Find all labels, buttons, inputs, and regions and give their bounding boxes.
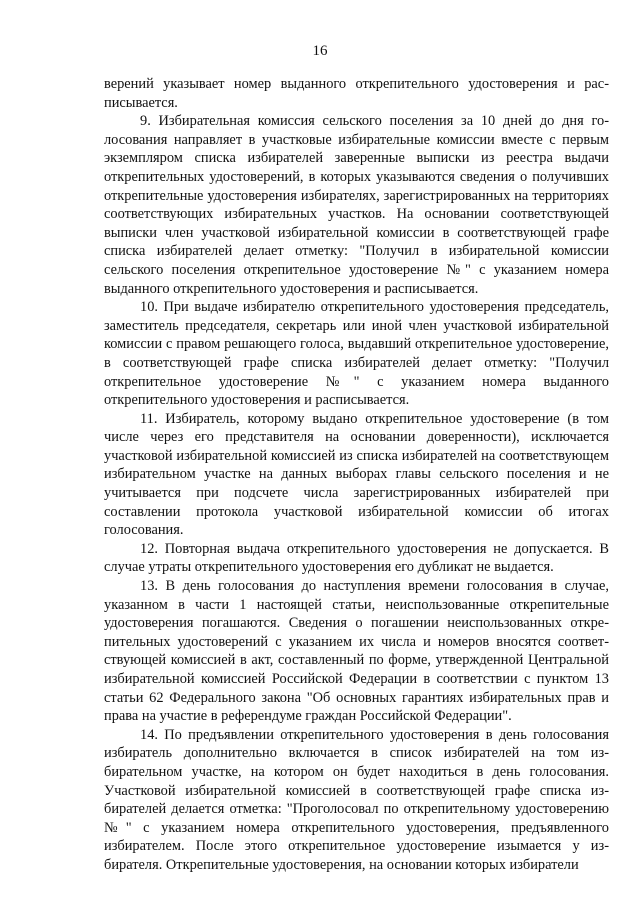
paragraph-item-14: 14. По предъявлении открепительного удостоверения в день голосования избиратель дополнительно включается в список избирателей на том избирательном участке, на котором он будет находиться в день голосования. Участковой избирательной комиссией в соответствующей графе списка избирателей делается отметка: "Проголосовал по открепительному удостоверению №" с указанием номера открепительного удостоверения, предъявленного избирателем. После этого открепительное удостоверение изымается у избирателя. Открепительные удостоверения, на основании которых избиратели <box>104 726 609 873</box>
paragraph-item-13: 13. В день голосования до наступления времени голосования в случае, указанном в части 1 настоящей статьи, неиспользованные открепительные удостоверения погашаются. Сведения о погашении неиспользованных открепительных удостоверений с указанием их числа и номеров вносятся соответствующей комиссией в акт, составленный по форме, утвержденной Центральной избирательной комиссией Российской Федерации в соответствии с пунктом 13 статьи 62 Федерального закона "Об основных гарантиях избирательных прав и права на участие в референдуме граждан Российской Федерации". <box>104 578 609 725</box>
paragraph-item-10: 10. При выдаче избирателю открепительного удостоверения председатель, заместитель председателя, секретарь или иной член участковой избирательной комиссии с правом решающего голоса, выдавший открепительное удостоверение, в соответствующей графе списка избирателей делает отметку: "Получил открепительное удостоверение №" с указанием номера выданного открепительного удостоверения и расписывается. <box>104 299 609 409</box>
page-number: 16 <box>312 43 328 59</box>
paragraph-item-11: 11. Избиратель, которому выдано открепительное удостоверение (в том числе через его представителя на основании доверенности), исключается участковой избирательной комиссией из списка избирателей на соответствующем избирательном участке на данных выборах главы сельского поселения и не учитывается при подсчете числа зарегистрированных избирателей при составлении протокола участковой избирательной комиссии об итогах голосования. <box>104 410 609 539</box>
paragraph-item-9: 9. Избирательная комиссия сельского поселения за 10 дней до дня голосования направляет в участковые избирательные комиссии вместе с первым экземпляром списка избирателей заверенные выписки из реестра выдачи открепительных удостоверений, в которых указываются сведения о получивших открепительные удостоверения избирателях, зарегистрированных на территориях соответствующих избирательных участков. На основании соответствующей выписки член участковой избирательной комиссии в соответствующей графе списка избирателей делает отметку: "Получил в избирательной комиссии сельского поселения открепительное удостоверение №" с указанием номера выданного открепительного удостоверения и расписывается. <box>104 113 609 297</box>
paragraph-continuation: верений указывает номер выданного открепительного удостоверения и расписывается. <box>104 76 609 111</box>
paragraph-item-12: 12. Повторная выдача открепительного удостоверения не допускается. В случае утраты открепительного удостоверения его дубликат не выдается. <box>104 540 609 576</box>
document-body <box>104 75 609 875</box>
